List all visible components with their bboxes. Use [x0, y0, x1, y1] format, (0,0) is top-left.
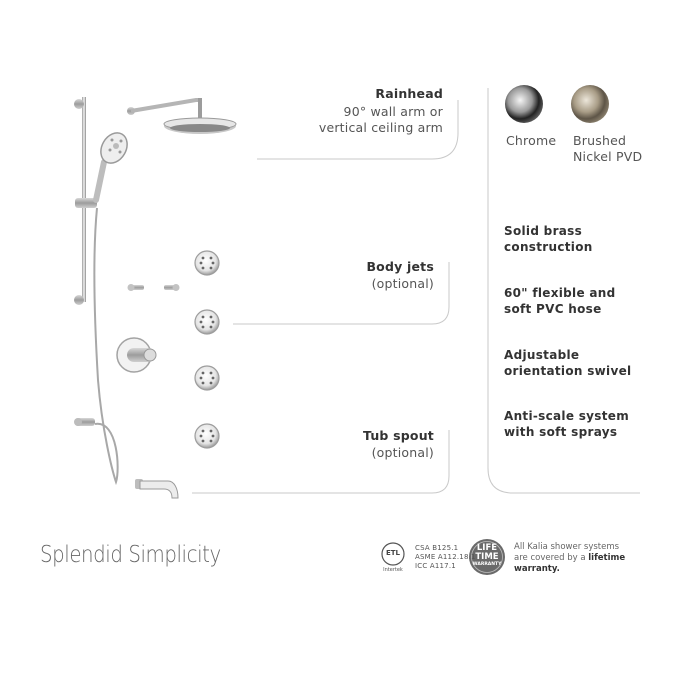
finish-brushed-nickel-line2: Nickel PVD	[573, 149, 643, 164]
feature-line: orientation swivel	[504, 364, 632, 378]
feature-line: with soft sprays	[504, 425, 618, 439]
chrome-swatch	[505, 85, 543, 123]
feature-line: Anti-scale system	[504, 409, 630, 423]
finish-chrome	[506, 133, 556, 149]
badge-line: WARRANTY	[472, 562, 502, 567]
feature-line: Adjustable	[504, 348, 580, 362]
warranty-text-pre: are covered by a	[514, 553, 589, 563]
hand-shower	[96, 128, 133, 200]
finish-chrome-label: Chrome	[506, 133, 557, 148]
finish-brushed-nickel-line1: Brushed	[573, 133, 627, 148]
warranty-line-bold: warranty.	[514, 564, 560, 574]
certification-standards	[415, 544, 476, 571]
finish-brushed-nickel	[573, 133, 642, 165]
feature-line: soft PVC hose	[504, 302, 602, 316]
body-jets-title: Body jets	[366, 259, 434, 274]
warranty-line: All Kalia shower systems	[514, 542, 620, 552]
standard-item: CSA B125.1	[415, 544, 459, 552]
tub-spout-sub: (optional)	[371, 445, 434, 460]
body-jets-sub: (optional)	[371, 276, 434, 291]
feature-item	[504, 223, 593, 255]
feature-line: 60" flexible and	[504, 286, 616, 300]
warranty-text-bold: lifetime	[588, 553, 626, 563]
feature-item	[504, 347, 631, 379]
thermostatic-valve	[117, 338, 156, 372]
badge-line: TIME	[475, 552, 499, 562]
warranty-text	[514, 542, 625, 575]
rainhead-title: Rainhead	[375, 86, 443, 101]
standard-item: ICC A117.1	[415, 562, 456, 570]
tub-spout-title: Tub spout	[362, 428, 434, 443]
badge-line: LIFE	[476, 543, 498, 553]
feature-line: construction	[504, 240, 593, 254]
warranty-line	[514, 553, 625, 564]
rainhead-line2: vertical ceiling arm	[318, 120, 443, 135]
wall-supply-elbow	[74, 418, 95, 426]
etl-logo-text: ETL	[385, 549, 401, 557]
standard-item: ASME A112.18.1	[415, 553, 476, 561]
tub-spout	[135, 479, 178, 498]
brushed-nickel-swatch	[571, 85, 609, 123]
rainhead-line1: 90° wall arm or	[343, 104, 443, 119]
feature-item	[504, 285, 616, 317]
feature-line: Solid brass	[504, 224, 583, 238]
warranty-badge-text	[469, 544, 505, 568]
brand-tagline: Splendid Simplicity	[40, 542, 221, 568]
etl-logo-sub: Intertek	[383, 567, 403, 573]
feature-item	[504, 408, 629, 440]
